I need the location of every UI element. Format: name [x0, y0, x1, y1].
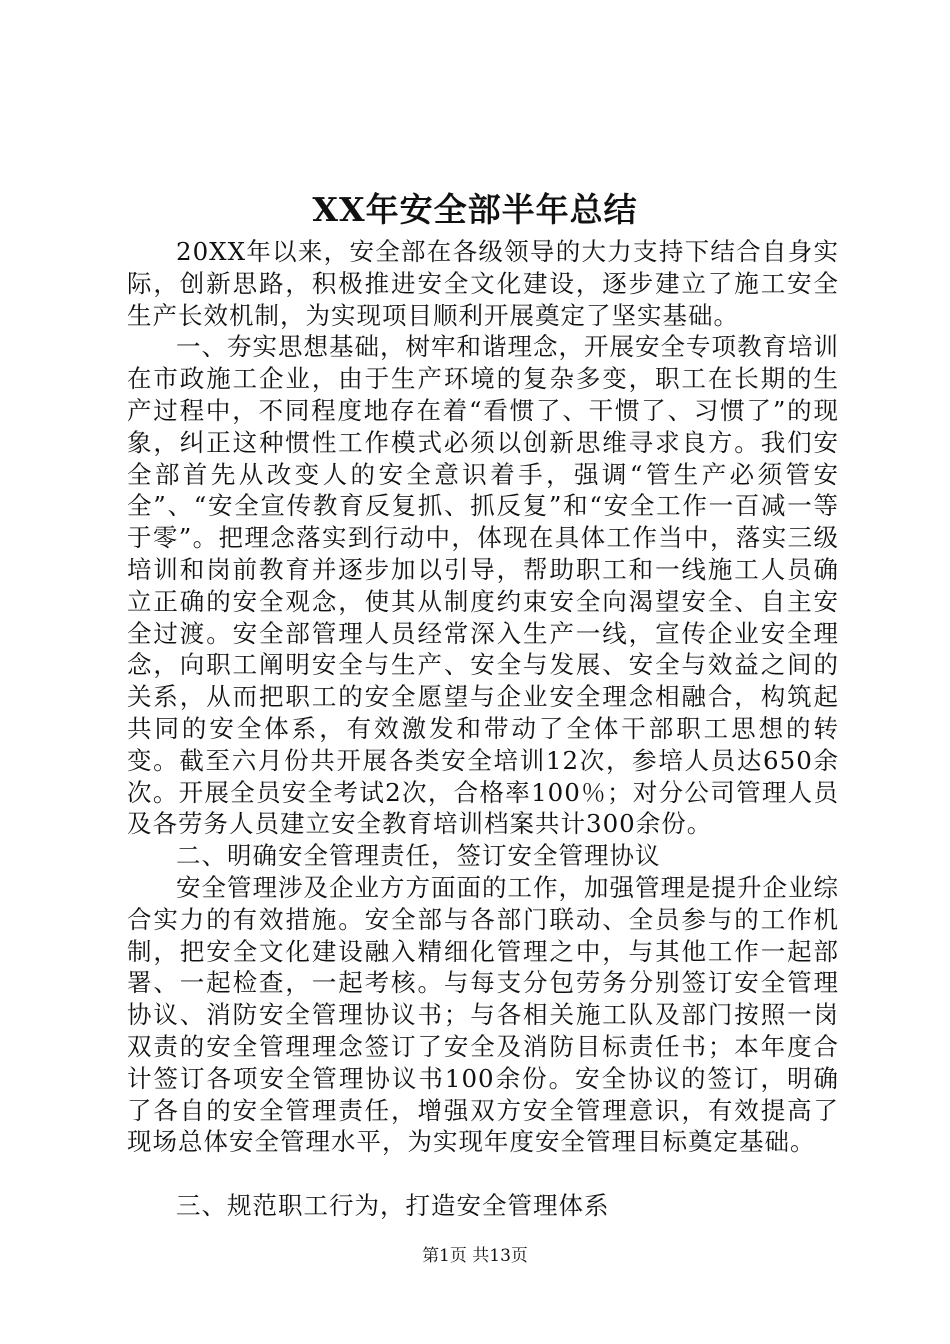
heading-section-3: 三、规范职工行为，打造安全管理体系: [176, 1190, 610, 1220]
heading-section-2: 二、明确安全管理责任，签订安全管理协议: [176, 841, 661, 871]
document-title: XX年安全部半年总结: [312, 190, 638, 229]
paragraph-section-2: 安全管理涉及企业方方面面的工作，加强管理是提升企业综合实力的有效措施。安全部与各部门联动、全员参与的工作机制，把安全文化建设融入精细化管理之中，与其他工作一起部署、一起检查，一起考核。与每支分包劳务分别签订安全管理协议、消防安全管理协议书；与各相关施工队及部门按照一岗双责的安全管理理念签订了安全及消防目标责任书；本年度合计签订各项安全管理协议书100余份。安全协议的签订，明确了各自的安全管理责任，增强双方安全管理意识，有效提高了现场总体安全管理水平，为实现年度安全管理目标奠定基础。: [127, 872, 839, 1157]
page-number-footer: 第1页 共13页: [422, 1246, 528, 1266]
document-body: [127, 236, 839, 1222]
paragraph-section-1: 一、夯实思想基础，树牢和谐理念，开展安全专项教育培训在市政施工企业，由于生产环境的复杂多变，职工在长期的生产过程中，不同程度地存在着“看惯了、干惯了、习惯了”的现象，纠正这种惯性工作模式必须以创新思维寻求良方。我们安全部首先从改变人的安全意识着手，强调“管生产必须管安全”、“安全宣传教育反复抓、抓反复”和“安全工作一百减一等于零”。把理念落实到行动中，体现在具体工作当中，落实三级培训和岗前教育并逐步加以引导，帮助职工和一线施工人员确立正确的安全观念，使其从制度约束安全向渴望安全、自主安全过渡。安全部管理人员经常深入生产一线，宣传企业安全理念，向职工阐明安全与生产、安全与发展、安全与效益之间的关系，从而把职工的安全愿望与企业安全理念相融合，构筑起共同的安全体系，有效激发和带动了全体干部职工思想的转变。截至六月份共开展各类安全培训12次，参培人员达650余次。开展全员安全考试2次，合格率100％；对分公司管理人员及各劳务人员建立安全教育培训档案共计300余份。: [127, 332, 839, 839]
paragraph-intro: 20XX年以来，安全部在各级领导的大力支持下结合自身实际，创新思路，积极推进安全文化建设，逐步建立了施工安全生产长效机制，为实现项目顺利开展奠定了坚实基础。: [127, 237, 839, 330]
